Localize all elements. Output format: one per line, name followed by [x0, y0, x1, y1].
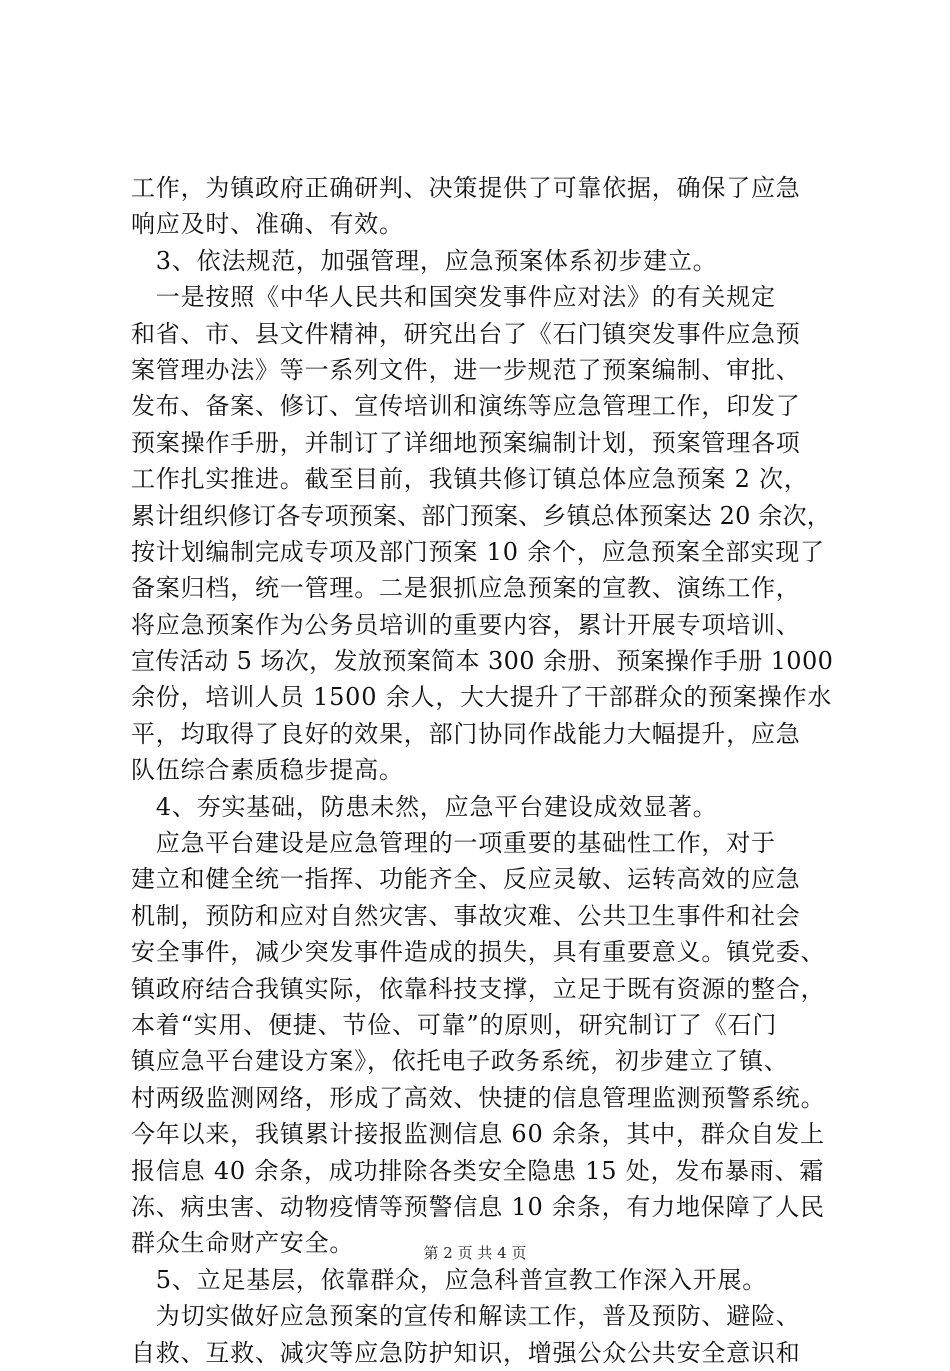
text-line: 预案操作手册，并制订了详细地预案编制计划，预案管理各项	[131, 428, 801, 457]
text-line: 安全事件，减少突发事件造成的损失，具有重要意义。镇党委、	[131, 938, 826, 967]
text-line: 一是按照《中华人民共和国突发事件应对法》的有关规定	[131, 283, 776, 312]
text-line: 机制，预防和应对自然灾害、事故灾难、公共卫生事件和社会	[131, 901, 801, 930]
text-line: 今年以来，我镇累计接报监测信息 60 余条，其中，群众自发上	[131, 1120, 825, 1149]
text-line: 冻、病虫害、动物疫情等预警信息 10 余条，有力地保障了人民	[131, 1192, 825, 1221]
text-line: 响应及时、准确、有效。	[131, 210, 404, 239]
text-line: 宣传活动 5 场次，发放预案简本 300 余册、预案操作手册 1000	[131, 647, 834, 676]
text-line: 发布、备案、修订、宣传培训和演练等应急管理工作，印发了	[131, 392, 801, 421]
text-line: 镇应急平台建设方案》，依托电子政务系统，初步建立了镇、	[131, 1047, 789, 1076]
text-line: 备案归档，统一管理。二是狠抓应急预案的宣教、演练工作，	[131, 574, 801, 603]
text-line: 队伍综合素质稳步提高。	[131, 756, 404, 785]
text-line: 本着“实用、便捷、节俭、可靠”的原则，研究制订了《石门	[131, 1010, 778, 1039]
text-line: 报信息 40 余条，成功排除各类安全隐患 15 处，发布暴雨、霜	[131, 1156, 825, 1185]
text-line: 镇政府结合我镇实际，依靠科技支撑，立足于既有资源的整合，	[131, 974, 826, 1003]
text-line: 工作扎实推进。截至目前，我镇共修订镇总体应急预案 2 次，	[131, 465, 809, 494]
text-line: 建立和健全统一指挥、功能齐全、反应灵敏、运转高效的应急	[131, 865, 801, 894]
section-heading-3: 3、依法规范，加强管理，应急预案体系初步建立。	[131, 246, 718, 275]
text-line: 累计组织修订各专项预案、部门预案、乡镇总体预案达 20 余次，	[131, 501, 831, 530]
text-line: 和省、市、县文件精神，研究出台了《石门镇突发事件应急预	[131, 319, 801, 348]
text-line: 村两级监测网络，形成了高效、快捷的信息管理监测预警系统。	[131, 1083, 826, 1112]
section-heading-5: 5、立足基层，依靠群众，应急科普宣教工作深入开展。	[131, 1265, 768, 1294]
text-line: 自救、互救、减灾等应急防护知识，增强公众公共安全意识和	[131, 1338, 801, 1367]
section-heading-4: 4、夯实基础，防患未然，应急平台建设成效显著。	[131, 792, 718, 821]
text-line: 为切实做好应急预案的宣传和解读工作，普及预防、避险、	[131, 1302, 801, 1331]
page-footer: 第 2 页 共 4 页	[423, 1244, 527, 1262]
body-text	[131, 170, 834, 1371]
text-line: 余份，培训人员 1500 余人，大大提升了干部群众的预案操作水	[131, 683, 833, 712]
text-line: 案管理办法》等一系列文件，进一步规范了预案编制、审批、	[131, 355, 801, 384]
text-line: 将应急预案作为公务员培训的重要内容，累计开展专项培训、	[131, 610, 801, 639]
text-line: 按计划编制完成专项及部门预案 10 余个，应急预案全部实现了	[131, 537, 825, 566]
text-line: 平，均取得了良好的效果，部门协同作战能力大幅提升，应急	[131, 719, 801, 748]
text-line: 应急平台建设是应急管理的一项重要的基础性工作，对于	[131, 829, 776, 858]
text-line: 群众生命财产安全。	[131, 1229, 355, 1258]
text-line: 工作，为镇政府正确研判、决策提供了可靠依据，确保了应急	[131, 174, 801, 202]
